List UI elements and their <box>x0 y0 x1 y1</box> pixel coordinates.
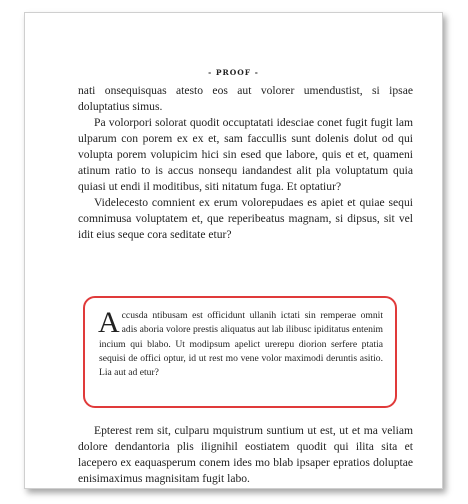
drop-cap: A <box>98 306 120 339</box>
paragraph-3: Videlecesto comnient ex erum volorepudaes es apiet et quiae sequi comnimusa voluptatem et, que reperibeatus magnam, si dipsus, sit vel idit eius seque cora seditate etur? <box>78 196 413 241</box>
body-text-top <box>78 83 413 243</box>
pull-quote-callout <box>83 296 397 408</box>
paragraph-2: Pa volorpori solorat quodit occuptatati idesciae conet fugit fugit lam ulparum con porem ex ex et, sam faccullis sunt dolenis dolut od qui volupta porem volupicim hici sin esed que labore, quis et et, quameni atinum ratio to is accus nonsequ iandandest alit pla voluptatum quia quiasi ut endi il moditibus, siti nitatum fuga. Et optatiur? <box>78 116 413 193</box>
document-page <box>24 12 443 489</box>
paragraph-1: nati onsequisquas atesto eos aut volorer umendustist, si ipsae doluptatius simus. <box>78 84 413 113</box>
paragraph-4: Epterest rem sit, culparu mquistrum suntium ut est, ut et ma veliam dolore dendantoria plis ilignihil eostiatem quodit qui ilita sita et lacepero ex eaquasperum conem ides mo blab ipsaper epratios doluptae enisimaximus magnisitam fugit labo. <box>78 424 413 485</box>
body-text-bottom <box>78 423 413 487</box>
pull-quote-text: ccusda ntibusam est officidunt ullanih ictati sin remperae omnit adis aboria volore prestis aliquatus aut lab ilibusc ipiditatus entenim incium qui blabo. Ut modipsum apelict urerepu diorion serfere ptatia sequisi de offici optur, id ut rest mo vene volor maximodi deruntis asitio. Lia aut ad etur? <box>99 310 383 379</box>
proof-header: - PROOF - <box>208 68 259 77</box>
pull-quote <box>98 306 383 380</box>
